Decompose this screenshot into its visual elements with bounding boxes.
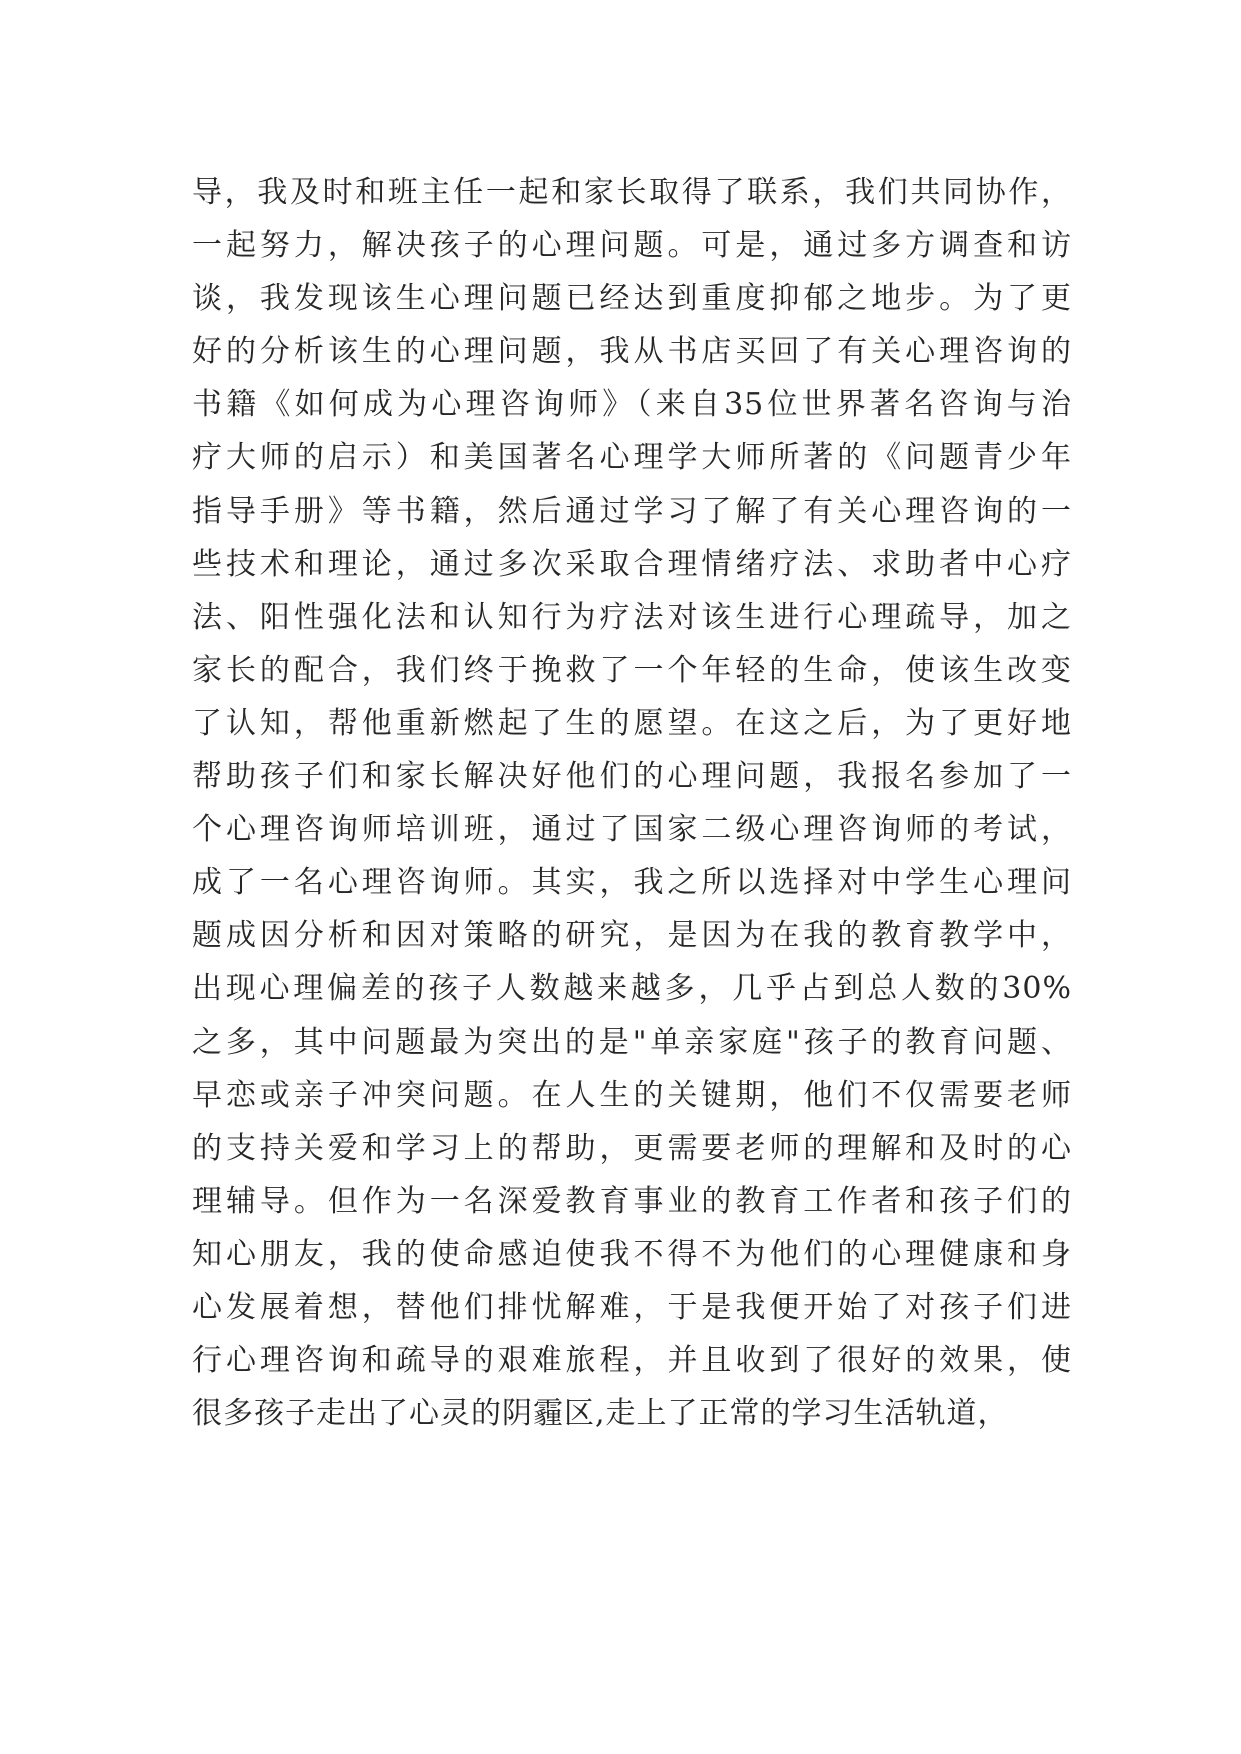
text-line: 的支持关爱和学习上的帮助，更需要老师的理解和及时的心 — [192, 1130, 1072, 1166]
text-line: 之多，其中问题最为突出的是"单亲家庭"孩子的教育问题、 — [192, 1024, 1072, 1060]
text-line: 书籍《如何成为心理咨询师》（来自35位世界著名咨询与治 — [192, 387, 1072, 423]
text-line: 行心理咨询和疏导的艰难旅程，并且收到了很好的效果，使 — [192, 1343, 1072, 1379]
text-line: 知心朋友，我的使命感迫使我不得不为他们的心理健康和身 — [192, 1236, 1072, 1272]
text-line: 法、阳性强化法和认知行为疗法对该生进行心理疏导，加之 — [192, 599, 1072, 635]
text-line: 题成因分析和因对策略的研究，是因为在我的教育教学中， — [192, 918, 1072, 954]
text-line: 成了一名心理咨询师。其实，我之所以选择对中学生心理问 — [192, 865, 1072, 901]
text-line: 一起努力，解决孩子的心理问题。可是，通过多方调查和访 — [192, 228, 1072, 264]
text-line: 谈，我发现该生心理问题已经达到重度抑郁之地步。为了更 — [192, 281, 1072, 317]
text-line: 心发展着想，替他们排忧解难，于是我便开始了对孩子们进 — [192, 1289, 1072, 1325]
text-line: 了认知，帮他重新燃起了生的愿望。在这之后，为了更好地 — [192, 705, 1072, 741]
text-line: 些技术和理论，通过多次采取合理情绪疗法、求助者中心疗 — [192, 546, 1072, 582]
text-line: 个心理咨询师培训班，通过了国家二级心理咨询师的考试， — [192, 812, 1072, 848]
text-line: 导，我及时和班主任一起和家长取得了联系，我们共同协作， — [192, 175, 1072, 210]
text-line: 很多孩子走出了心灵的阴霾区,走上了正常的学习生活轨道， — [192, 1396, 1009, 1432]
text-line: 疗大师的启示）和美国著名心理学大师所著的《问题青少年 — [192, 440, 1072, 476]
text-line: 好的分析该生的心理问题，我从书店买回了有关心理咨询的 — [192, 334, 1072, 370]
text-line: 早恋或亲子冲突问题。在人生的关键期，他们不仅需要老师 — [192, 1077, 1072, 1113]
text-line: 理辅导。但作为一名深爱教育事业的教育工作者和孩子们的 — [192, 1183, 1072, 1219]
text-line: 指导手册》等书籍，然后通过学习了解了有关心理咨询的一 — [192, 493, 1072, 529]
text-line: 家长的配合，我们终于挽救了一个年轻的生命，使该生改变 — [192, 652, 1072, 688]
text-line: 帮助孩子们和家长解决好他们的心理问题，我报名参加了一 — [192, 759, 1072, 795]
text-line: 出现心理偏差的孩子人数越来越多，几乎占到总人数的30% — [192, 971, 1072, 1007]
body-paragraph — [192, 166, 1072, 1440]
